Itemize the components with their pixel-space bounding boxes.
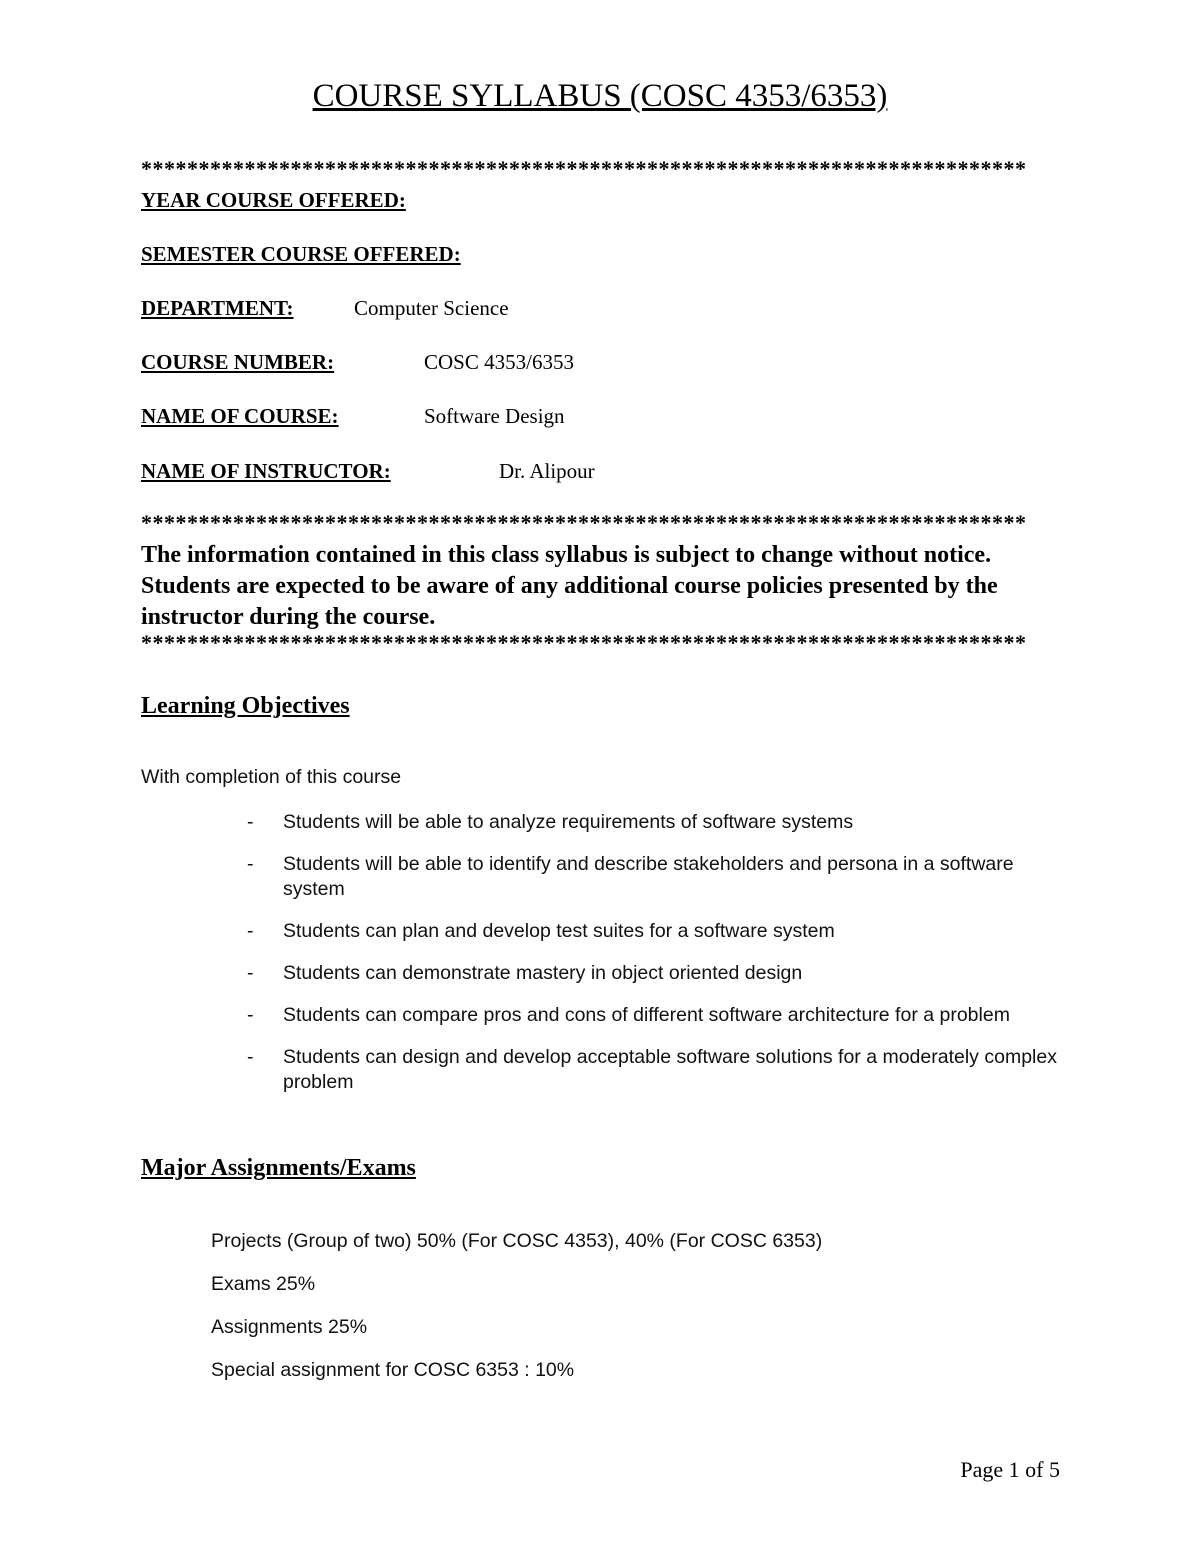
list-item: Assignments 25%: [211, 1316, 368, 1338]
list-item: [247, 1003, 1067, 1028]
change-notice: The information contained in this class syllabus is subject to change without notice. Students are expected to be aware of any additional course policies presented by the instructor during the course.: [141, 542, 998, 630]
dash-bullet: -: [247, 1004, 254, 1026]
instructor-value: Dr. Alipour: [499, 459, 595, 483]
objectives-list: [247, 810, 1067, 1112]
assignments-list: [211, 1229, 822, 1401]
course-number-label: COURSE NUMBER:: [141, 350, 335, 374]
star-divider: *****************************************************************************: [141, 510, 1027, 535]
list-item: Projects (Group of two) 50% (For COSC 4353), 40% (For COSC 6353): [211, 1230, 823, 1252]
dash-bullet: -: [247, 962, 254, 984]
objective-text: Students will be able to analyze requirements of software systems: [283, 811, 854, 833]
dash-bullet: -: [247, 1046, 254, 1068]
star-divider: *****************************************************************************: [141, 630, 1027, 655]
major-assignments-heading: Major Assignments/Exams: [141, 1155, 416, 1181]
list-item: [247, 961, 1067, 986]
page-number: Page 1 of 5: [960, 1457, 1060, 1482]
objective-text: Students will be able to identify and describe stakeholders and persona in a software system: [283, 853, 1014, 900]
star-divider: *****************************************************************************: [141, 156, 1027, 181]
objective-text: Students can design and develop acceptable software solutions for a moderately complex problem: [283, 1046, 1057, 1093]
list-item: Special assignment for COSC 6353 : 10%: [211, 1359, 575, 1381]
list-item: [247, 919, 1067, 944]
department-label: DEPARTMENT:: [141, 296, 294, 320]
list-item: Exams 25%: [211, 1273, 316, 1295]
department-value: Computer Science: [354, 296, 509, 320]
semester-label: SEMESTER COURSE OFFERED:: [141, 242, 461, 266]
dash-bullet: -: [247, 920, 254, 942]
course-name-label: NAME OF COURSE:: [141, 404, 339, 428]
learning-objectives-heading: Learning Objectives: [141, 693, 350, 719]
instructor-label: NAME OF INSTRUCTOR:: [141, 459, 391, 483]
dash-bullet: -: [247, 853, 254, 875]
objective-text: Students can compare pros and cons of different software architecture for a problem: [283, 1004, 1010, 1026]
objectives-intro: With completion of this course: [141, 766, 402, 788]
dash-bullet: -: [247, 811, 254, 833]
list-item: [247, 810, 1067, 835]
objective-text: Students can plan and develop test suites for a software system: [283, 920, 835, 942]
year-label: YEAR COURSE OFFERED:: [141, 188, 406, 212]
course-name-value: Software Design: [424, 404, 565, 428]
page-title: COURSE SYLLABUS (COSC 4353/6353): [312, 78, 888, 114]
objective-text: Students can demonstrate mastery in object oriented design: [283, 962, 803, 984]
list-item: [247, 852, 1067, 902]
course-number-value: COSC 4353/6353: [424, 350, 574, 374]
list-item: [247, 1045, 1067, 1095]
